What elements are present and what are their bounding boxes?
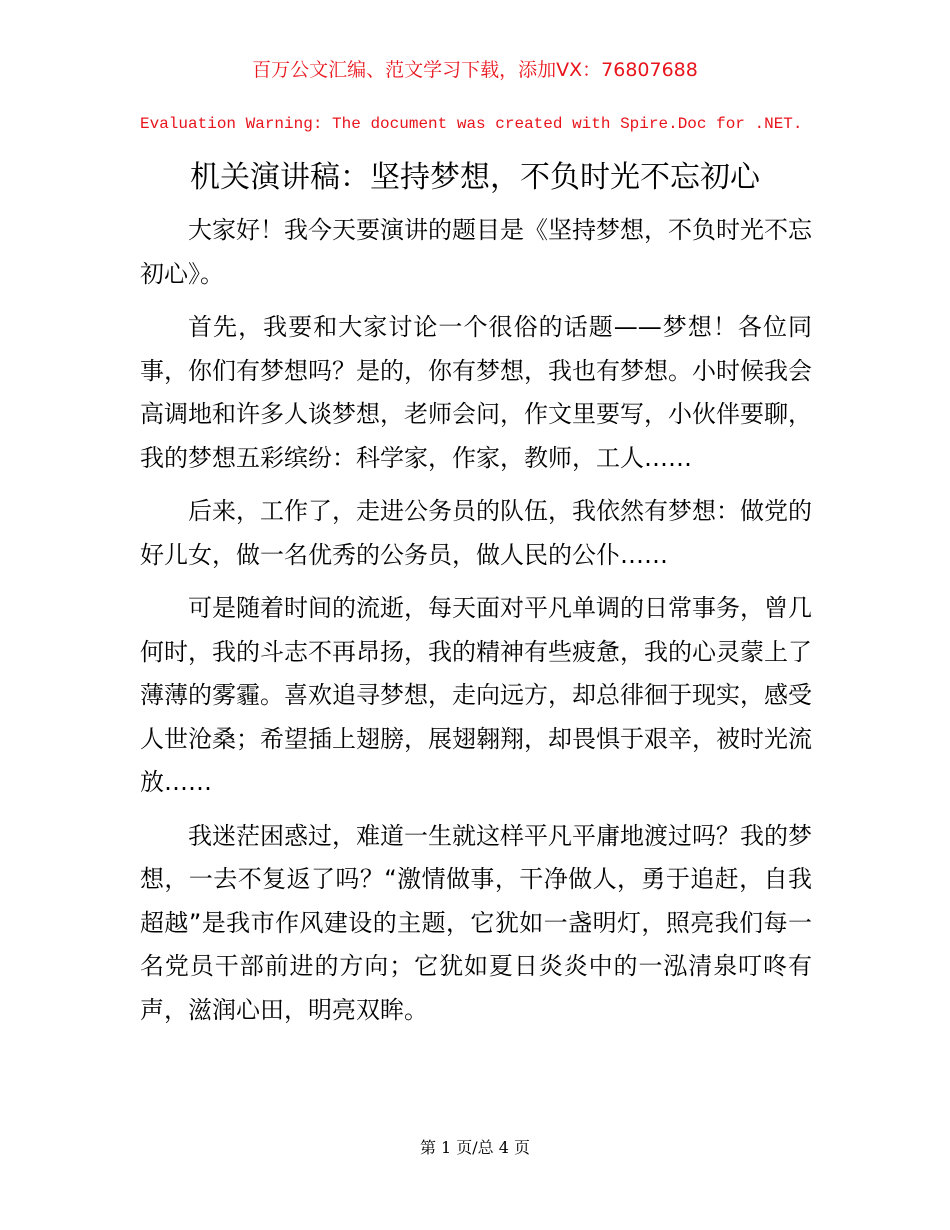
page-number: 第 1 页/总 4 页 <box>419 1138 531 1157</box>
document-body <box>140 209 812 1042</box>
paragraph-time-passing: 可是随着时间的流逝，每天面对平凡单调的日常事务，曾几何时，我的斗志不再昂扬，我的精神有些疲惫，我的心灵蒙上了薄薄的雾霾。喜欢追寻梦想，走向远方，却总徘徊于现实，感受人世沧桑；希望插上翅膀，展翅翱翔，却畏惧于艰辛，被时光流放…… <box>140 594 812 796</box>
paragraph-confusion: 我迷茫困惑过，难道一生就这样平凡平庸地渡过吗？我的梦想，一去不复返了吗？“激情做事，干净做人，勇于追赶，自我超越”是我市作风建设的主题，它犹如一盏明灯，照亮我们每一名党员干部前进的方向；它犹如夏日炎炎中的一泓清泉叮咚有声，滋润心田，明亮双眸。 <box>140 821 812 1024</box>
paragraph-work-dream: 后来，工作了，走进公务员的队伍，我依然有梦想：做党的好儿女，做一名优秀的公务员，做人民的公仆…… <box>140 497 812 569</box>
document-title: 机关演讲稿：坚持梦想，不负时光不忘初心 <box>190 160 760 195</box>
paragraph-dream-topic: 首先，我要和大家讨论一个很俗的话题——梦想！各位同事，你们有梦想吗？是的，你有梦想，我也有梦想。小时候我会高调地和许多人谈梦想，老师会问，作文里要写，小伙伴要聊，我的梦想五彩缤纷：科学家，作家，教师，工人…… <box>140 313 812 472</box>
paragraph-greeting: 大家好！我今天要演讲的题目是《坚持梦想，不负时光不忘初心》。 <box>140 216 812 288</box>
promo-banner: 百万公文汇编、范文学习下载，添加VX：76807688 <box>252 59 698 81</box>
evaluation-warning: Evaluation Warning: The document was created with Spire.Doc for .NET. <box>140 115 803 133</box>
